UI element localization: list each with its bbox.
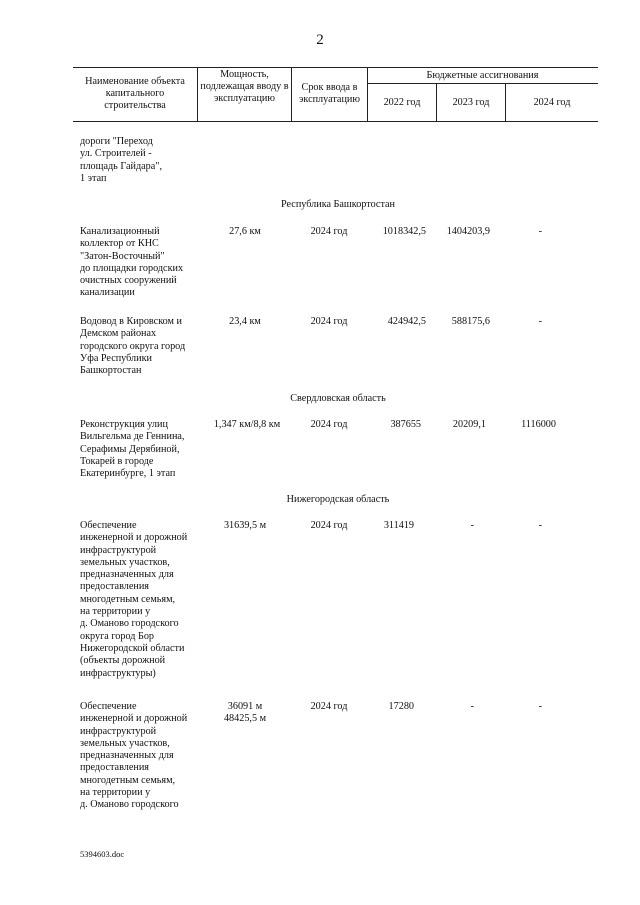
object-name: Водовод в Кировском и Демском районах городского округа город Уфа Республики Башкортостан: [80, 316, 186, 377]
budget-2022: 17280: [388, 701, 414, 712]
budget-2024: -: [538, 226, 542, 237]
header-capacity: Мощность, подлежащая вводу в эксплуатацию: [200, 69, 289, 104]
deadline-value: 2024 год: [310, 701, 348, 712]
header-name: Наименование объекта капитального строительства: [85, 76, 185, 111]
page-number: 2: [316, 32, 324, 48]
budget-2024: -: [538, 701, 542, 712]
header-deadline: Срок ввода в эксплуатацию: [299, 82, 360, 105]
col-divider-2: [291, 67, 292, 121]
object-name: Канализационный коллектор от КНС "Затон-Восточный" до площадки городских очистных сооружений канализации: [80, 226, 184, 299]
capacity-value: 27,6 км: [229, 226, 261, 237]
region-heading: Нижегородская область: [286, 494, 390, 505]
capacity-value: 36091 м 48425,5 м: [223, 701, 267, 725]
budget-subheader-rule: [367, 83, 598, 84]
object-name: Реконструкция улиц Вильгельма де Геннина, Серафимы Дерябиной, Токарей в городе Екатеринбурге, 1 этап: [80, 419, 185, 480]
budget-2023: -: [470, 520, 474, 531]
budget-2023: 588175,6: [451, 316, 490, 327]
budget-2022: 1018342,5: [382, 226, 426, 237]
region-heading: Свердловская область: [290, 393, 386, 404]
header-top-rule: [73, 67, 598, 68]
capacity-value: 23,4 км: [229, 316, 261, 327]
region-heading: Республика Башкортостан: [280, 199, 395, 210]
continuation-text: дороги "Переход ул. Строителей - площадь Гайдара", 1 этап: [80, 136, 163, 184]
header-2023: 2023 год: [452, 97, 490, 108]
budget-2022: 387655: [390, 419, 421, 430]
budget-2023: -: [470, 701, 474, 712]
budget-2022: 424942,5: [387, 316, 426, 327]
header-budget: Бюджетные ассигнования: [426, 70, 539, 81]
header-2024: 2024 год: [533, 97, 571, 108]
deadline-value: 2024 год: [310, 316, 348, 327]
capacity-value: 1,347 км/8,8 км: [213, 419, 281, 430]
deadline-value: 2024 год: [310, 419, 348, 430]
object-name: Обеспечение инженерной и дорожной инфраструктурой земельных участков, предназначенных для предоставления многодетным семьям, на территории у д. Оманово городского округа город Бор Нижегородской области (объекты дорожной инфраструктуры): [80, 520, 188, 679]
deadline-value: 2024 год: [310, 520, 348, 531]
budget-2024: -: [538, 520, 542, 531]
budget-2022: 311419: [383, 520, 414, 531]
col-divider-1: [197, 67, 198, 121]
header-2022: 2022 год: [383, 97, 421, 108]
budget-2024: 1116000: [521, 419, 556, 430]
deadline-value: 2024 год: [310, 226, 348, 237]
document-filename: 5394603.doc: [80, 849, 125, 859]
header-bottom-rule: [73, 121, 598, 122]
budget-2024: -: [538, 316, 542, 327]
capacity-value: 31639,5 м: [223, 520, 267, 531]
object-name: Обеспечение инженерной и дорожной инфраструктурой земельных участков, предназначенных для предоставления многодетным семьям, на территории у д. Оманово городского: [80, 701, 188, 811]
budget-2023: 1404203,9: [446, 226, 490, 237]
budget-2023: 20209,1: [452, 419, 486, 430]
